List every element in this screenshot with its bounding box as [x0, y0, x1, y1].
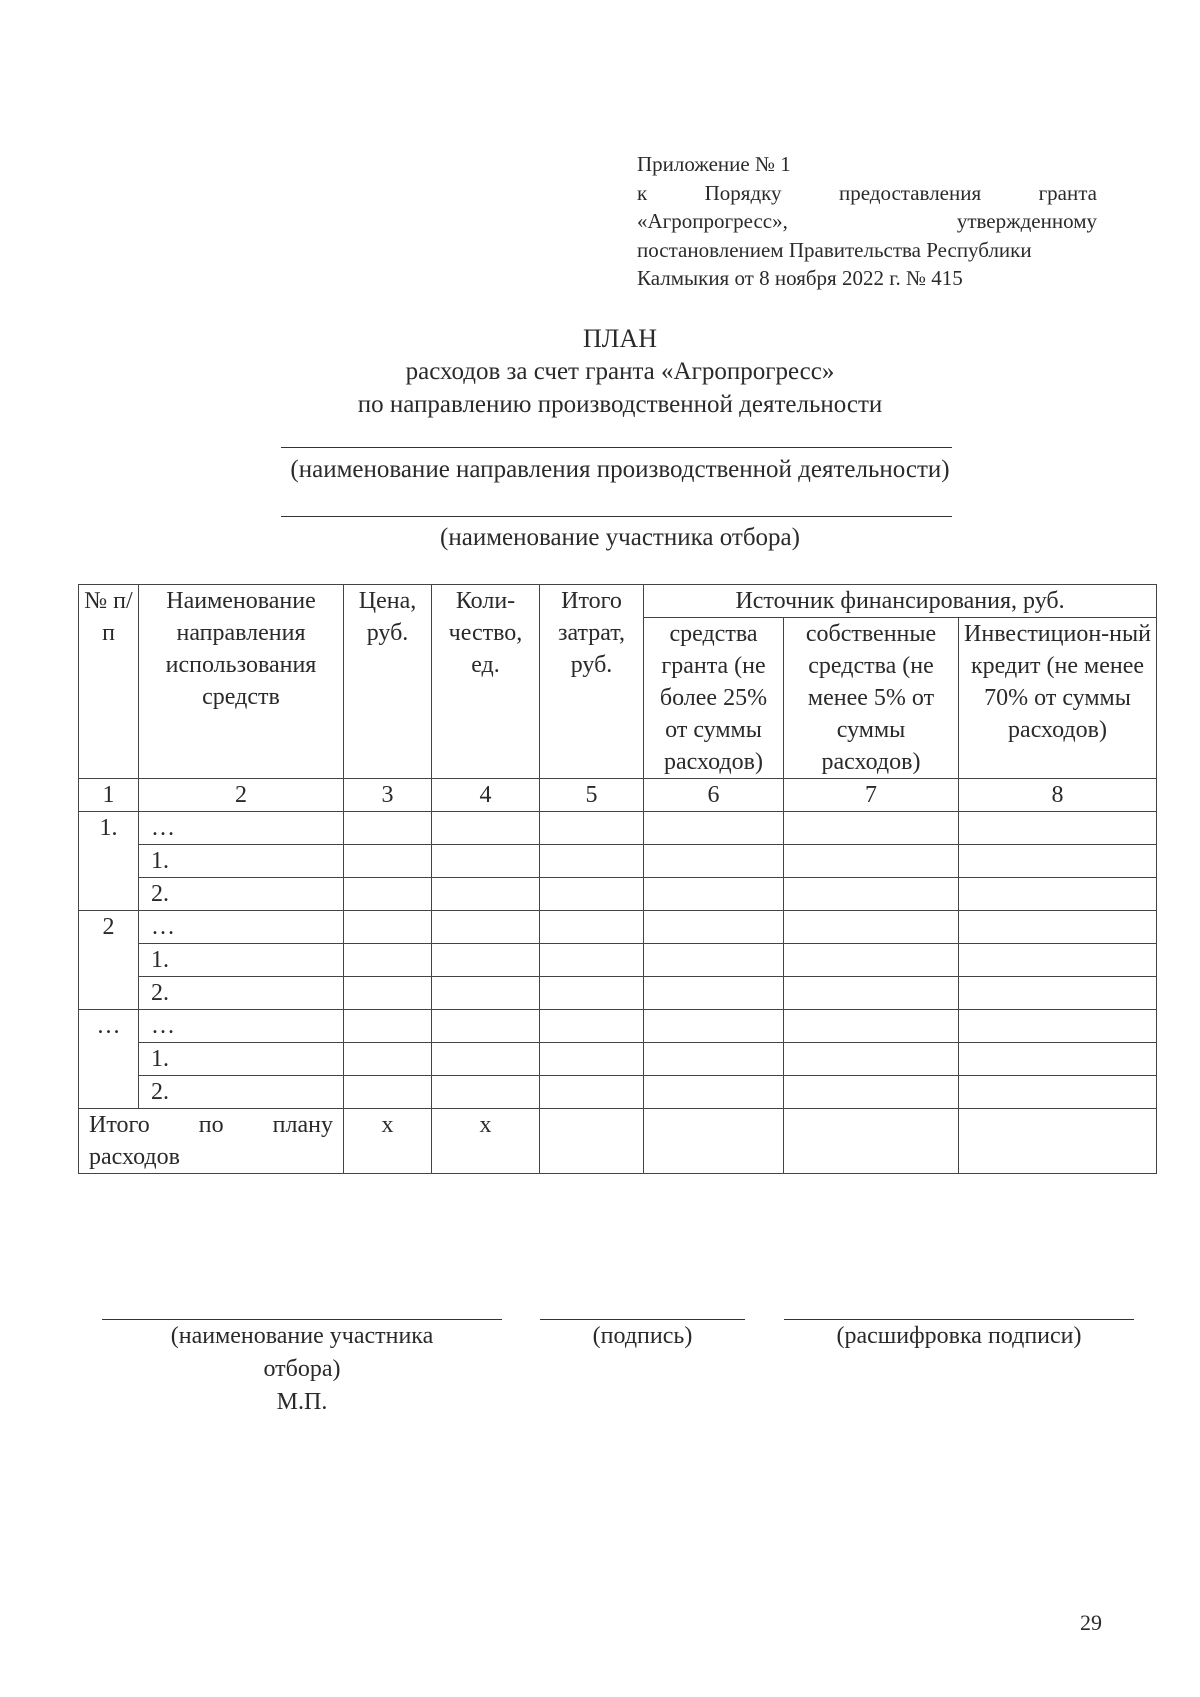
empty-cell — [784, 944, 959, 977]
empty-cell — [432, 911, 540, 944]
annex-line-5: Калмыкия от 8 ноября 2022 г. № 415 — [637, 266, 963, 290]
row-label: … — [139, 911, 344, 944]
participant-caption: (наименование участника отбора) — [440, 524, 800, 551]
empty-cell — [784, 1109, 959, 1174]
col-number: 4 — [432, 779, 540, 812]
empty-cell — [959, 977, 1157, 1010]
empty-cell — [644, 1076, 784, 1109]
col-number: 3 — [344, 779, 432, 812]
total-label: Итого по плану расходов — [79, 1109, 344, 1174]
title-line-2: расходов за счет гранта «Агропрогресс» — [405, 358, 835, 385]
signature-caption: (подпись) — [592, 1323, 693, 1349]
empty-cell — [644, 911, 784, 944]
row-label: 2. — [139, 878, 344, 911]
header-source: Источник финансирования, руб. — [644, 585, 1157, 618]
empty-cell — [784, 1010, 959, 1043]
empty-cell — [784, 1043, 959, 1076]
empty-cell — [344, 845, 432, 878]
empty-cell — [784, 977, 959, 1010]
annex-line-1: Приложение № 1 — [637, 152, 791, 176]
row-label: 2. — [139, 1076, 344, 1109]
empty-cell — [344, 977, 432, 1010]
annex-line-4: постановлением Правительства Республики — [637, 237, 1032, 262]
empty-cell — [959, 1043, 1157, 1076]
empty-cell — [344, 878, 432, 911]
empty-cell — [959, 878, 1157, 911]
empty-cell — [959, 1076, 1157, 1109]
stamp-label: М.П. — [276, 1389, 328, 1415]
header-num: № п/п — [79, 585, 139, 779]
empty-cell — [540, 1109, 644, 1174]
empty-cell — [959, 1010, 1157, 1043]
empty-cell — [644, 977, 784, 1010]
row-label: … — [139, 1010, 344, 1043]
participant-blank-line — [281, 516, 952, 517]
header-total: Итого затрат, руб. — [540, 585, 644, 779]
group-number: 1. — [79, 812, 139, 911]
empty-cell — [784, 911, 959, 944]
empty-cell — [540, 944, 644, 977]
table-row — [79, 1010, 1157, 1043]
empty-cell — [540, 911, 644, 944]
empty-cell — [959, 944, 1157, 977]
header-credit: Инвестицион-ный кредит (не менее 70% от суммы расходов) — [959, 618, 1157, 779]
column-number-row — [79, 779, 1157, 812]
empty-cell — [540, 878, 644, 911]
col-number: 8 — [959, 779, 1157, 812]
empty-cell — [344, 911, 432, 944]
direction-caption: (наименование направления производственной деятельности) — [290, 456, 950, 483]
title-main: ПЛАН — [583, 324, 657, 353]
annex-header — [637, 150, 1097, 293]
empty-cell — [540, 845, 644, 878]
row-label: … — [139, 812, 344, 845]
empty-cell — [784, 1076, 959, 1109]
empty-cell — [540, 1043, 644, 1076]
header-grant: средства гранта (не более 25% от суммы расходов) — [644, 618, 784, 779]
empty-cell — [432, 845, 540, 878]
header-name: Наименование направления использования средств — [139, 585, 344, 779]
empty-cell — [784, 878, 959, 911]
empty-cell — [344, 1043, 432, 1076]
total-price: х — [344, 1109, 432, 1174]
empty-cell — [644, 812, 784, 845]
table-row — [79, 911, 1157, 944]
empty-cell — [540, 977, 644, 1010]
header-row-1 — [79, 585, 1157, 618]
empty-cell — [432, 977, 540, 1010]
col-number: 1 — [79, 779, 139, 812]
col-number: 5 — [540, 779, 644, 812]
empty-cell — [344, 1010, 432, 1043]
empty-cell — [644, 1043, 784, 1076]
annex-line-2: к Порядку предоставления гранта — [637, 180, 1097, 205]
empty-cell — [432, 944, 540, 977]
col-number: 7 — [784, 779, 959, 812]
empty-cell — [959, 812, 1157, 845]
table-row — [79, 812, 1157, 845]
col-number: 6 — [644, 779, 784, 812]
empty-cell — [432, 1076, 540, 1109]
empty-cell — [344, 1076, 432, 1109]
empty-cell — [644, 878, 784, 911]
document-title — [0, 322, 1200, 421]
col-number: 2 — [139, 779, 344, 812]
row-label: 1. — [139, 845, 344, 878]
header-qty: Коли-чество, ед. — [432, 585, 540, 779]
table-row — [79, 977, 1157, 1010]
empty-cell — [432, 1010, 540, 1043]
empty-cell — [432, 878, 540, 911]
empty-cell — [784, 845, 959, 878]
table-row — [79, 1076, 1157, 1109]
total-row — [79, 1109, 1157, 1174]
page-number: 29 — [1080, 1610, 1102, 1635]
empty-cell — [959, 911, 1157, 944]
title-line-3: по направлению производственной деятельности — [357, 391, 883, 418]
direction-blank-line — [281, 447, 952, 448]
header-own: собственные средства (не менее 5% от суммы расходов) — [784, 618, 959, 779]
participant-signature-caption — [132, 1320, 472, 1419]
empty-cell — [432, 1043, 540, 1076]
row-label: 1. — [139, 1043, 344, 1076]
group-number: … — [79, 1010, 139, 1109]
empty-cell — [432, 812, 540, 845]
row-label: 2. — [139, 977, 344, 1010]
annex-line-3: «Агропрогресс», утвержденному — [637, 209, 1097, 233]
total-qty: х — [432, 1109, 540, 1174]
empty-cell — [540, 1010, 644, 1043]
empty-cell — [784, 812, 959, 845]
expense-plan-table — [78, 584, 1157, 1174]
empty-cell — [644, 944, 784, 977]
empty-cell — [959, 845, 1157, 878]
empty-cell — [344, 812, 432, 845]
empty-cell — [540, 812, 644, 845]
row-label: 1. — [139, 944, 344, 977]
table-row — [79, 944, 1157, 977]
header-price: Цена, руб. — [344, 585, 432, 779]
empty-cell — [644, 1109, 784, 1174]
group-number: 2 — [79, 911, 139, 1010]
table-row — [79, 1043, 1157, 1076]
empty-cell — [344, 944, 432, 977]
empty-cell — [540, 1076, 644, 1109]
signature-decode-caption: (расшифровка подписи) — [836, 1323, 1082, 1349]
empty-cell — [644, 1010, 784, 1043]
table-row — [79, 878, 1157, 911]
empty-cell — [959, 1109, 1157, 1174]
participant-name-label: (наименование участника отбора) — [170, 1323, 434, 1382]
table-row — [79, 845, 1157, 878]
empty-cell — [644, 845, 784, 878]
